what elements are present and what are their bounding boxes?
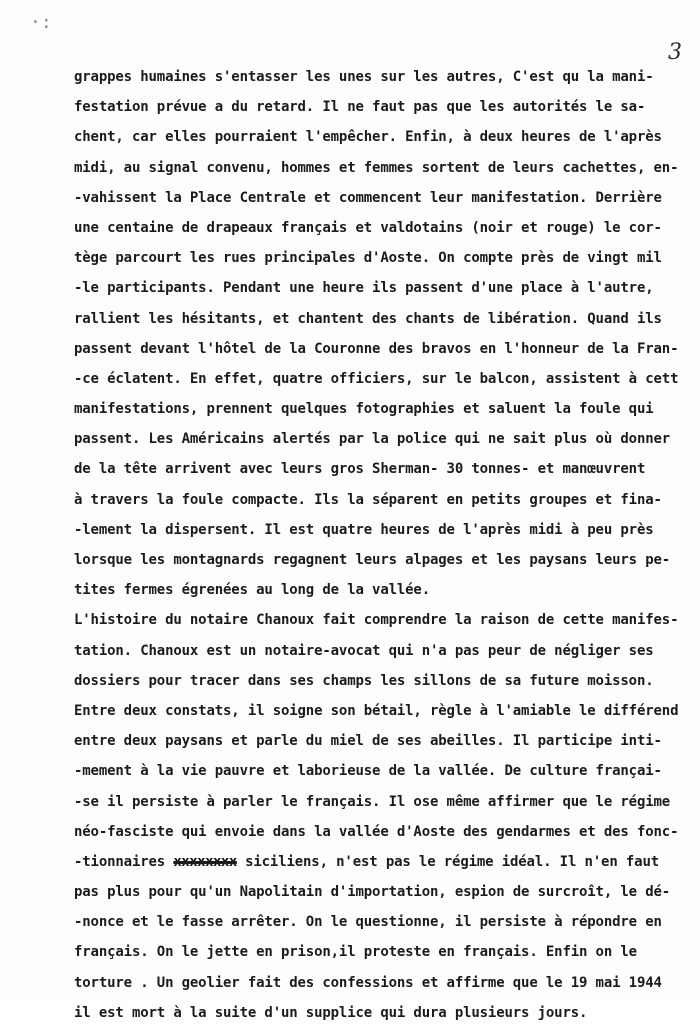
text-line: midi, au signal convenu, hommes et femmes sortent de leurs cachettes, en- [74,159,679,176]
body-text [74,62,694,1028]
text-line: tation. Chanoux est un notaire-avocat qui n'a pas peur de négliger ses [74,642,654,659]
text-line: tites fermes égrenées au long de la vallée. [74,582,430,599]
text-line: à travers la foule compacte. Ils la séparent en petits groupes et fina- [74,491,662,508]
text-line: L'histoire du notaire Chanoux fait comprendre la raison de cette manifes- [74,612,679,629]
text-line: entre deux paysans et parle du miel de ses abeilles. Il participe inti- [74,733,662,750]
text-line: grappes humaines s'entasser les unes sur les autres, C'est qu la mani- [74,69,654,85]
text-line: une centaine de drapeaux français et valdotains (noir et rouge) le cor- [74,219,662,236]
text-segment: siciliens, n'est pas le régime idéal. Il n'en faut [236,853,660,870]
text-line: passent devant l'hôtel de la Couronne des bravos en l'honneur de la Fran- [74,340,679,357]
struck-out-word: xxxxxxxx [173,853,237,870]
text-line-with-strikeout [74,847,694,877]
page-number: 3 [668,40,682,65]
text-line: lorsque les montagnards regagnent leurs alpages et les paysans leurs pe- [74,552,671,568]
text-line: dossiers pour tracer dans ses champs les sillons de sa future moisson. [74,672,654,689]
text-line: -le participants. Pendant une heure ils passent d'une place à l'autre, [74,280,654,297]
text-line: -vahissent la Place Centrale et commencent leur manifestation. Derrière [74,189,662,206]
text-line: tège parcourt les rues principales d'Aoste. On compte près de vingt mil [74,250,662,267]
text-line: -mement à la vie pauvre et laborieuse de la vallée. De culture françai- [74,763,662,780]
text-line: passent. Les Américains alertés par la police qui ne sait plus où donner [74,431,671,448]
text-line: -nonce et le fasse arrêter. On le questionne, il persiste à répondre en [74,914,662,931]
text-line: pas plus pour qu'un Napolitain d'importation, espion de surcroît, le dé- [74,884,671,901]
text-line: Entre deux constats, il soigne son bétail, règle à l'amiable le différend [74,702,679,719]
text-line: -lement la dispersent. Il est quatre heures de l'après midi à peu près [74,521,654,538]
text-line: torture . Un geolier fait des confessions et affirme que le 19 mai 1944 [74,974,662,991]
text-line: il est mort à la suite d'un supplice qui dura plusieurs jours. [74,1004,588,1021]
text-line: néo-fasciste qui envoie dans la vallée d'Aoste des gendarmes et des fonc- [74,823,679,840]
text-line: -se il persiste à parler le français. Il ose même affirmer que le régime [74,793,671,810]
text-line: chent, car elles pourraient l'empêcher. Enfin, à deux heures de l'après [74,129,662,146]
text-line: rallient les hésitants, et chantent des chants de libération. Quand ils [74,310,662,327]
text-segment: -tionnaires [74,853,174,870]
text-line: -ce éclatent. En effet, quatre officiers, sur le balcon, assistent à cett [74,370,679,387]
text-line: de la tête arrivent avec leurs gros Sherman- 30 tonnes- et manœuvrent [74,461,646,478]
text-line: festation prévue a du retard. Il ne faut pas que les autorités le sa- [74,99,646,116]
text-line: manifestations, prennent quelques fotographies et saluent la foule qui [74,401,654,418]
margin-mark: ·: [30,12,52,33]
text-line: français. On le jette en prison,il proteste en français. Enfin on le [74,944,637,961]
